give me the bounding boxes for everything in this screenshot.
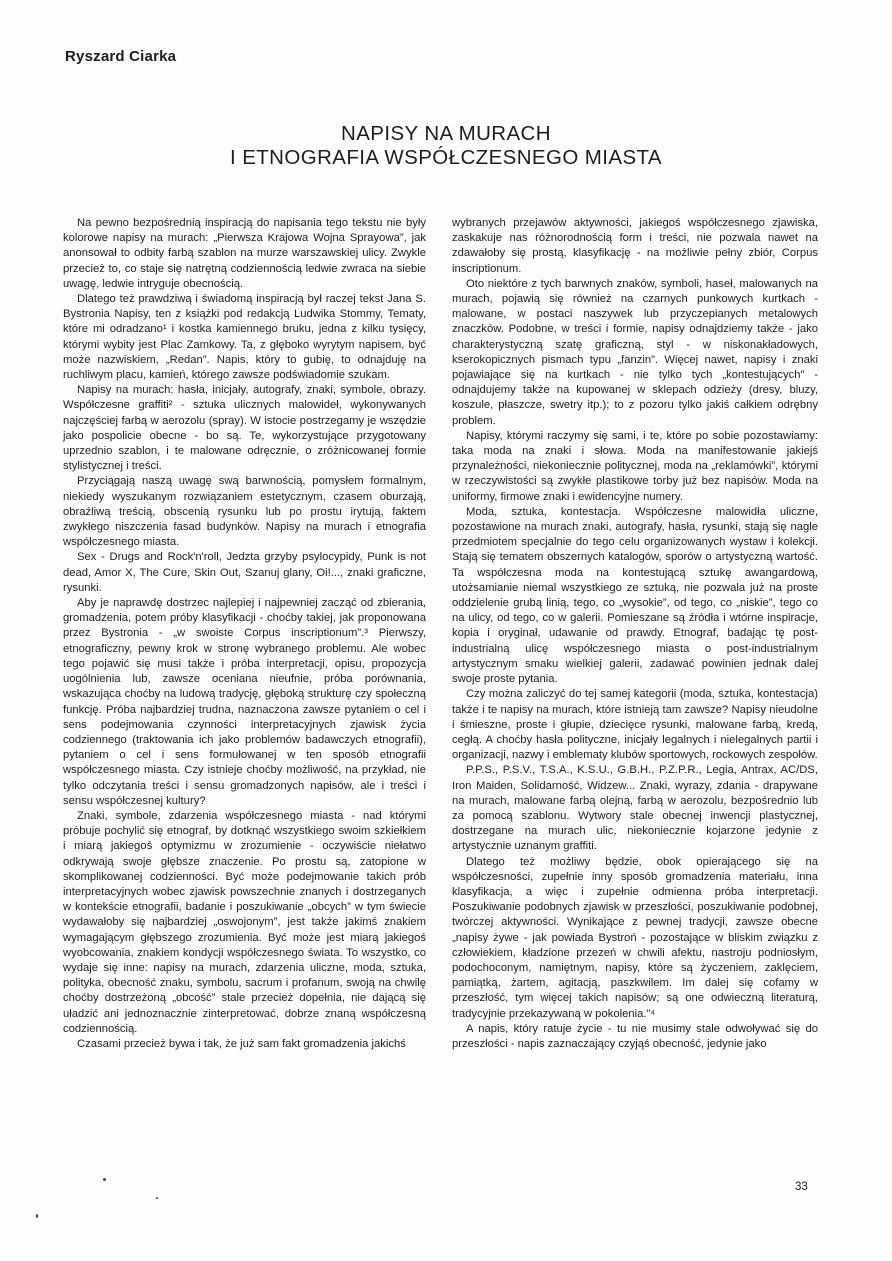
paragraph: Przyciągają naszą uwagę swą barwnością, pomysłem formalnym, niekiedy wyszukanym rozwiązaniem estetycznym, czasem oburzają, obraźliwą treścią, obscenią rysunku lub po prostu irytują, faktem zwykłego niszczenia fasad budynków. Napisy na murach i etnografia współczesnego miasta. bbox=[63, 475, 426, 549]
author-name: Ryszard Ciarka bbox=[65, 48, 177, 65]
paragraph: Czasami przecież bywa i tak, że już sam fakt gromadzenia jakichś bbox=[77, 1037, 406, 1050]
paragraph: Czy można zaliczyć do tej samej kategorii (moda, sztuka, kontestacja) także i te napisy na murach, które istnieją tam zawsze? Napisy nieudolne i śmieszne, proste i głupie, dziecięce rysunki, malowane farbą, kredą, cegłą. A choćby hasła polityczne, inicjały legalnych i nielegalnych partii i organizacji, nazwy i emblematy klubów sportowych, rockowych zespołów. bbox=[452, 688, 818, 762]
paragraph-continuation: wybranych przejawów aktywności, jakiegoś współczesnego zjawiska, zaskakuje nas różnorodnością form i treści, nie pozwala nawet na zdawałoby się prostą, klasyfikację - na możliwie pełny zbiór, Corpus inscriptionum. bbox=[452, 217, 818, 275]
paragraph: Napisy na murach: hasła, inicjały, autografy, znaki, symbole, obrazy. Współczesne graffiti² - sztuka ulicznych malowideł, wykonywanych najczęściej farbą w aerozolu (spray). W istocie postrzegamy je wszędzie jako pospolicie obecne - bo są. Te, wykorzystujące przygotowany uprzednio szablon, i te malowane odręcznie, o zróżnicowanej formie stylistycznej i treści. bbox=[63, 384, 426, 473]
article-title bbox=[0, 122, 892, 170]
scan-speck bbox=[156, 1197, 158, 1199]
title-line-1: NAPISY NA MURACH bbox=[341, 122, 551, 145]
paragraph: Sex - Drugs and Rock'n'roll, Jedzta grzyby psylocypidy, Punk is not dead, Amor X, The Cure, Skin Out, Szanuj glany, Oi!..., znaki graficzne, rysunki. bbox=[63, 551, 426, 594]
paragraph: Moda, sztuka, kontestacja. Współczesne malowidła uliczne, pozostawione na murach znaki, autografy, hasła, rysunki, stają się nagle przedmiotem specjalnie do tego celu organizowanych wystaw i kolekcji. Stają się tematem obszernych katalogów, sporów o artystyczną wartość. Ta współczesna moda na kontestującą sztukę awangardową, utożsamianie niemal wszystkiego ze sztuką, nie pozwala już na proste oddzielenie grubą linią, tego, co „wysokie”, od tego, co „niskie”, tego co na ulicy, od tego, co w galerii. Pomieszane są źródła i wtórne inspiracje, kopia i oryginał, udawanie od prawdy. Etnograf, badając tę post-industrialną ulicę współczesnego miasta o post-industrialnym artystycznym smaku wielkiej galerii, zadawać powinien jednak dalej swoje proste pytania. bbox=[452, 505, 818, 686]
page-number: 33 bbox=[795, 1181, 808, 1193]
paragraph: Oto niektóre z tych barwnych znaków, symboli, haseł, malowanych na murach, pojawią się również na czarnych punkowych kurtkach - malowane, w postaci naszywek lub przyczepianych metalowych znaczków. Podobne, w treści i formie, napisy odnajdziemy także - jako charakterystyczną szatę graficzną, styl - w niskonakładowych, kserokopicznych pismach typu „fanzin”. Więcej nawet, napisy i znaki pojawiające się na kurtkach - nie tylko tych „kontestujących” - odnajdujemy także na kupowanej w sklepach odzieży (dresy, bluzy, koszule, płaszcze, swetry itp.); to z pozoru tylko jakiś całkiem odrębny problem. bbox=[452, 277, 818, 427]
paragraph: P.P.S., P.S.V., T.S.A., K.S.U., G.B.H., P.Z.P.R., Legia, Antrax, AC/DS, Iron Maiden, Solidarność, Widzew... Znaki, wyrazy, zdania - drapywane na murach, malowane farbą olejną, farbą w aerozolu, bezpośrednio lub za pomocą szablonu. Wytwory stale obecnej inwencji plastycznej, dostrzegane na murach ulic, niekoniecznie kojarzone jedynie z artystycznie uznanym graffiti. bbox=[452, 764, 818, 853]
scan-speck bbox=[103, 1178, 106, 1181]
paragraph: A napis, który ratuje życie - tu nie musimy stale odwoływać się do przeszłości - napis zaznaczający czyjąś obecność, jedynie jako bbox=[452, 1022, 818, 1050]
paragraph: Znaki, symbole, zdarzenia współczesnego miasta - nad którymi próbuje pochylić się etnograf, by dotknąć wszystkiego swoim szkiełkiem i miarą jakiegoś optymizmu w zrozumienie - oczywiście niełatwo odkrywają swoje głębsze znaczenie. Po prostu są, zatopione w skomplikowanej codzienności. Być może podejmowanie takich prób interpretacyjnych wobec zjawisk powszechnie znanych i dostrzeganych w kontekście etnografii, badanie i poszukiwanie „obcych” w tym świecie wydawałoby się najbardziej „oswojonym”, jest także jakimś znakiem wymagającym głębszego zrozumienia. Być może jest miarą jakiegoś wyobcowania, znakiem kondycji współczesnego świata. To wszystko, co wydaje się inne: napisy na murach, zdarzenia uliczne, moda, sztuka, polityka, obecność znaku, symbolu, sacrum i profanum, swoją na chwilę choćby dostrzeżoną „obcość” stale przecież dopełnia, nie dającą się uładzić ani jednoznacznie zinterpretować, dobrze znaną współczesną codziennością. bbox=[63, 809, 426, 1035]
paragraph: Napisy, którymi raczymy się sami, i te, które po sobie pozostawiamy: taka moda na znaki i słowa. Moda na manifestowanie jakiejś przynależności, niekoniecznie politycznej, moda na „reklamówki”, którymi w rzeczywistości są zwykłe plastikowe torby już bez napisów. Moda na uniformy, firmowe znaki i ewidencyjne numery. bbox=[452, 429, 818, 503]
paragraph: Na pewno bezpośrednią inspiracją do napisania tego tekstu nie były kolorowe napisy na murach: „Pierwsza Krajowa Wojna Sprayowa”, jak anonsował to odbity farbą szablon na murze warszawskiej ulicy. Zwykle przecież to, co staje się natrętną codziennością ledwie zwraca na siebie uwagę, ledwie intryguje obecnością. bbox=[63, 217, 426, 290]
paragraph: Aby je naprawdę dostrzec najlepiej i najpewniej zacząć od zbierania, gromadzenia, potem próby klasyfikacji - choćby takiej, jak proponowana przez Bystronia - „w swoiste Corpus inscriptionum”.³ Pierwszy, etnograficzny, pewny krok w stronę wybranego problemu. Ale wobec tego pojawić się musi także i próba interpretacji, opisu, propozycja uogólnienia lub, zawsze oceniana nieufnie, próba porównania, wskazująca choćby na ludową tradycję, głęboką strukturę czy społeczną funkcję. Próba najbardziej trudna, naznaczona zawsze pytaniem o cel i sens podejmowania czynności interpretacyjnych zjawisk życia codziennego (traktowania ich jako problemów badawczych etnografii), pytaniem o cel i sens formułowanej w ten sposób etnografii współczesnego miasta. Czy istnieje choćby możliwość, na przykład, nie tylko odczytania treści i sensu gromadzonych napisów, ale i treści i sensu współczesnej kultury? bbox=[63, 597, 426, 807]
scan-speck bbox=[36, 1214, 38, 1218]
title-line-2: I ETNOGRAFIA WSPÓŁCZESNEGO MIASTA bbox=[230, 146, 662, 169]
left-column bbox=[63, 216, 426, 1052]
paragraph: Dlatego też prawdziwą i świadomą inspiracją był raczej tekst Jana S. Bystronia Napisy, ten z książki pod redakcją Ludwika Stommy, Tematy, które mi odradzano¹ i kostka kamiennego bruku, jedna z kilku tysięcy, którymi wybity jest Plac Zamkowy. Ta, z głęboko wyrytym napisem, być może nazwiskiem, „Redan”. Napis, który to gubię, to odnajduję na ruchliwym placu, kamień, którego zawsze podświadomie szukam. bbox=[63, 293, 426, 382]
paragraph: Dlatego też możliwy będzie, obok opierającego się na współczesności, zupełnie inny sposób gromadzenia materiału, inna klasyfikacja, a więc i zupełnie odmienna próba interpretacji. Poszukiwanie podobnych zjawisk w przeszłości, poszukiwanie podobnej, twórczej aktywności. Wynikające z pewnej tradycji, zawsze obecne „napisy żywe - jak powiada Bystroń - pozostające w bliskim związku z człowiekiem, kładzione przezeń w chwili afektu, nastroju podniosłym, podochoconym, namiętnym, napisy, które są życzeniem, zaklęciem, pamiątką, żartem, agitacją, paszkwilem. Im dalej się cofamy w przeszłość, tym więcej takich napisów; są one odwieczną literaturą, tradycyjnie przekazywaną w pokolenia.”⁴ bbox=[452, 855, 818, 1020]
right-column bbox=[452, 216, 818, 1052]
